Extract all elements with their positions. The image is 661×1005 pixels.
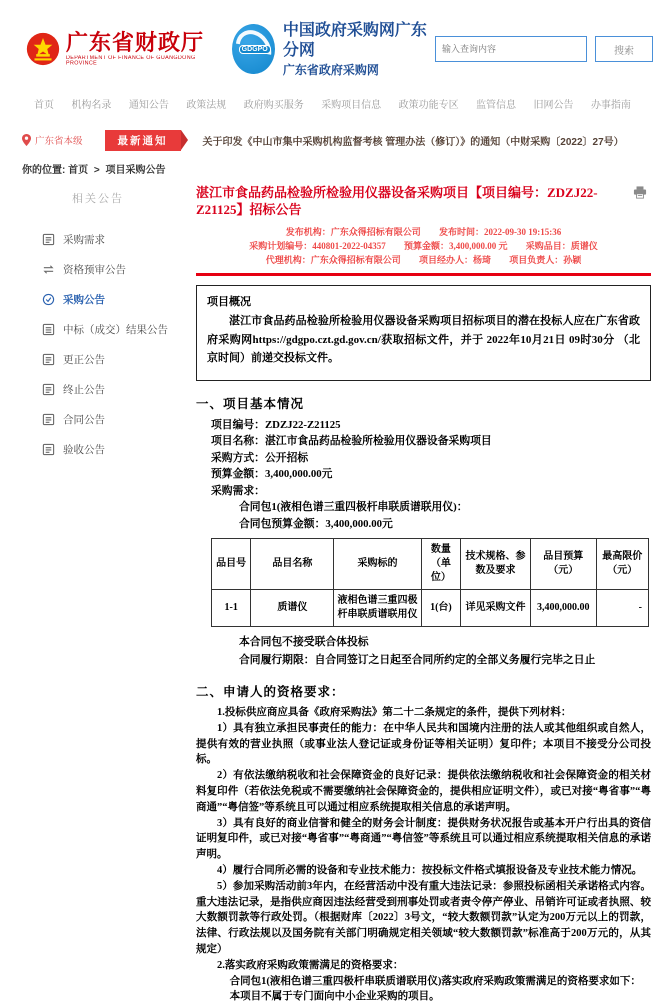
site-name-block — [283, 21, 435, 78]
main-nav — [0, 92, 661, 117]
notice-bar — [22, 129, 661, 151]
site-title: 中国政府采购网广东分网 — [282, 21, 427, 59]
sidebar-title: 相关公告 — [72, 193, 124, 205]
section1-heading: 一、项目基本情况 — [196, 396, 305, 411]
procurement-announcement-icon — [42, 293, 55, 306]
sidebar-item-contract[interactable] — [42, 404, 196, 434]
site-subtitle: 广东省政府采购网 — [282, 62, 379, 77]
qualification-paragraph: 5）参加采购活动前3年内，在经营活动中没有重大违法记录：参照投标函相关承诺格式内容。 重大违法记录，是指供应商因违法经营受到刑事处罚或者责令停产停业、吊销许可证或者执照、较大数额罚款等行政处罚。（根据财库〔2022〕3号文，“较大数额罚款”认定为200万元以上的罚款，法律、行政法规以及国务院有关部门明确规定相关领域“较大数额罚款”标准高于200万元的，从其规定） — [196, 880, 651, 955]
cell-item-no: 1-1 — [212, 590, 251, 627]
sidebar-item-award-result[interactable] — [42, 314, 196, 344]
qualification-paragraph: 1）具有独立承担民事责任的能力：在中华人民共和国境内注册的法人或其他组织或自然人，提供有效的营业执照（或事业法人登记证或身份证等相关证明）复印件；本项目不接受分公司投标。 — [196, 722, 651, 766]
purchase-requirements-icon — [42, 233, 55, 246]
items-table — [211, 538, 649, 627]
nav-item-policy-zone[interactable]: 政策功能专区 — [398, 100, 459, 111]
publish-time: 发布时间：2022-09-30 19:15:36 — [439, 227, 562, 237]
section2-heading: 二、申请人的资格要求： — [196, 685, 345, 699]
nav-item-gov-purchase-services[interactable]: 政府购买服务 — [243, 100, 304, 111]
breadcrumb-home-link[interactable]: 首页 — [68, 165, 89, 176]
org-subtitle: DEPARTMENT OF FINANCE OF GUANGDONG PROVINCE — [66, 55, 196, 67]
cell-item-name: 质谱仪 — [251, 590, 334, 627]
procurement-category: 采购品目：质谱仪 — [525, 241, 598, 251]
nav-item-procurement-info[interactable]: 采购项目信息 — [321, 100, 382, 111]
policy-requirement-paragraph: 2.落实政府采购政策需满足的资格要求： — [217, 959, 404, 971]
contract-package-line: 合同包1(液相色谱三重四极杆串联质谱联用仪)： — [239, 501, 468, 513]
project-number-line: 项目编号：ZDZJ22-Z21125 — [211, 418, 341, 431]
sidebar-item-label: 更正公告 — [63, 353, 105, 366]
qualification-paragraph: 4）履行合同所必需的设备和专业技术能力：按投标文件格式填报设备及专业技术能力情况。 — [217, 864, 643, 876]
sidebar-item-label: 验收公告 — [63, 443, 105, 456]
package-budget-line: 合同包预算金额：3,400,000.00元 — [239, 517, 393, 530]
sidebar — [0, 184, 196, 1005]
table-row — [212, 590, 649, 627]
col-price-cap: 最高限价（元） — [596, 539, 648, 590]
project-leader: 项目负责人：孙颖 — [509, 255, 582, 265]
gdgpo-logo-text: GDGPO — [239, 45, 271, 54]
sidebar-item-label: 采购公告 — [63, 293, 105, 306]
announcement-meta — [196, 225, 651, 267]
search-button[interactable]: 搜索 — [595, 36, 653, 62]
breadcrumb-current: 项目采购公告 — [105, 165, 166, 176]
project-handler: 项目经办人：杨琦 — [418, 255, 491, 265]
nav-item-home[interactable]: 首页 — [34, 100, 54, 111]
col-item-budget: 品目预算（元） — [530, 539, 596, 590]
sidebar-item-label: 资格预审公告 — [63, 263, 126, 276]
search-bar — [435, 36, 653, 62]
national-emblem-icon — [26, 32, 60, 66]
nav-item-guide[interactable]: 办事指南 — [590, 100, 631, 111]
red-divider — [196, 273, 651, 276]
plan-number: 采购计划编号：440801-2022-04357 — [249, 241, 386, 251]
budget-line: 预算金额：3,400,000.00元 — [211, 468, 333, 480]
sidebar-item-correction[interactable] — [42, 344, 196, 374]
joint-bid-note: 本合同包不接受联合体投标 — [239, 636, 369, 648]
project-overview-box — [196, 285, 651, 381]
breadcrumb — [22, 161, 661, 176]
meta-row — [196, 253, 651, 267]
publisher: 发布机构：广东众得招标有限公司 — [285, 227, 421, 237]
sidebar-item-purchase-requirements[interactable] — [42, 224, 196, 254]
site-logo[interactable] — [232, 21, 435, 78]
region-selector[interactable]: 广东省本级 — [35, 136, 83, 147]
procurement-method-line: 采购方式：公开招标 — [211, 451, 309, 464]
search-input[interactable] — [435, 36, 587, 62]
qualification-paragraph: 3）具有良好的商业信誉和健全的财务会计制度：提供财务状况报告或基本开户行出具的资信证明复印件，或已对接“粤省事”“粤商通”“粤信签”等系统且可以通过相应系统提取相关信息的承诺声明。 — [196, 817, 651, 861]
col-item-name: 品目名称 — [251, 539, 334, 590]
prequalification-icon — [42, 263, 55, 276]
sidebar-item-label: 中标（成交）结果公告 — [63, 323, 168, 336]
contract-announcement-icon — [42, 413, 55, 426]
cell-specs: 详见采购文件 — [461, 590, 531, 627]
contract-term-note: 合同履行期限：自合同签订之日起至合同所约定的全部义务履行完毕之日止 — [239, 654, 596, 666]
announcement-article — [196, 184, 661, 1005]
agency: 代理机构：广东众得招标有限公司 — [265, 255, 401, 265]
overview-body: 湛江市食品药品检验所检验用仪器设备采购项目招标项目的潜在投标人应在广东省政府采购网https://gdgpo.czt.gd.gov.cn/获取招标文件，并于 2022年10月21日 09时30分 （北京时间）前递交投标文件。 — [207, 315, 640, 364]
location-pin-icon — [22, 134, 31, 146]
termination-announcement-icon — [42, 383, 55, 396]
budget-amount: 预算金额：3,400,000.00 元 — [403, 241, 508, 251]
correction-announcement-icon — [42, 353, 55, 366]
latest-notice-link[interactable]: 关于印发《中山市集中采购机构监督考核 管理办法（修订）》的通知（中财采购〔2022〕27号） — [202, 136, 624, 148]
cell-subject: 液相色谱三重四极杆串联质谱联用仪 — [334, 590, 421, 627]
content-layout — [0, 184, 661, 1005]
col-specs: 技术规格、参数及要求 — [461, 539, 531, 590]
sidebar-item-termination[interactable] — [42, 374, 196, 404]
nav-item-supervision[interactable]: 监管信息 — [476, 100, 517, 111]
latest-notice-badge[interactable]: 最新通知 — [105, 130, 181, 151]
sidebar-item-acceptance[interactable] — [42, 434, 196, 464]
cell-quantity: 1(台) — [421, 590, 460, 627]
meta-row — [196, 239, 651, 253]
project-name-line: 项目名称：湛江市食品药品检验所检验用仪器设备采购项目 — [211, 435, 492, 447]
org-title: 广东省财政厅 — [66, 30, 205, 56]
finance-dept-logo[interactable] — [26, 31, 218, 67]
nav-item-old-site-notices[interactable]: 旧网公告 — [533, 100, 574, 111]
cell-price-cap: - — [596, 590, 648, 627]
col-item-no: 品目号 — [212, 539, 251, 590]
sidebar-list — [0, 224, 196, 464]
sidebar-item-label: 终止公告 — [63, 383, 105, 396]
policy-requirement-paragraph: 本项目不属于专门面向中小企业采购的项目。 — [229, 991, 440, 1003]
overview-heading: 项目概况 — [207, 296, 251, 308]
requirements-line: 采购需求： — [211, 484, 265, 497]
meta-row — [196, 225, 651, 239]
page-title: 湛江市食品药品检验所检验用仪器设备采购项目【项目编号：ZDZJ22-Z21125】招标公告 — [196, 185, 598, 217]
qualification-paragraph: 2）有依法缴纳税收和社会保障资金的良好记录：提供依法缴纳税收和社会保障资金的相关材料复印件（若依法免税或不需要缴纳社会保障资金的，提供相应证明文件），或已对接“粤省事”“粤商通”“粤信签”等系统且可以通过相应系统提取相关信息的承诺声明。 — [196, 770, 651, 813]
qualification-paragraph: 1.投标供应商应具备《政府采购法》第二十二条规定的条件，提供下列材料： — [217, 707, 572, 718]
sidebar-item-label: 合同公告 — [63, 413, 105, 426]
org-name-block — [66, 31, 218, 67]
acceptance-announcement-icon — [42, 443, 55, 456]
cell-item-budget: 3,400,000.00 — [530, 590, 596, 627]
nav-item-policies[interactable]: 政策法规 — [186, 100, 227, 111]
sidebar-item-prequalification[interactable] — [42, 254, 196, 284]
breadcrumb-separator: > — [93, 165, 100, 176]
sidebar-item-procurement-announcement[interactable] — [42, 284, 196, 314]
nav-item-notices[interactable]: 通知公告 — [128, 100, 169, 111]
site-header — [0, 0, 661, 92]
award-result-icon — [42, 323, 55, 336]
nav-item-directory[interactable]: 机构名录 — [71, 100, 112, 111]
breadcrumb-label: 你的位置: — [22, 165, 66, 176]
sidebar-item-label: 采购需求 — [63, 233, 105, 246]
printer-icon[interactable] — [633, 186, 647, 199]
table-header-row — [212, 539, 649, 590]
col-subject: 采购标的 — [334, 539, 421, 590]
gdgpo-logo-icon — [232, 24, 275, 74]
col-quantity: 数量（单位） — [421, 539, 460, 590]
policy-requirement-paragraph: 合同包1(液相色谱三重四极杆串联质谱联用仪)落实政府采购政策需满足的资格要求如下： — [229, 975, 641, 987]
